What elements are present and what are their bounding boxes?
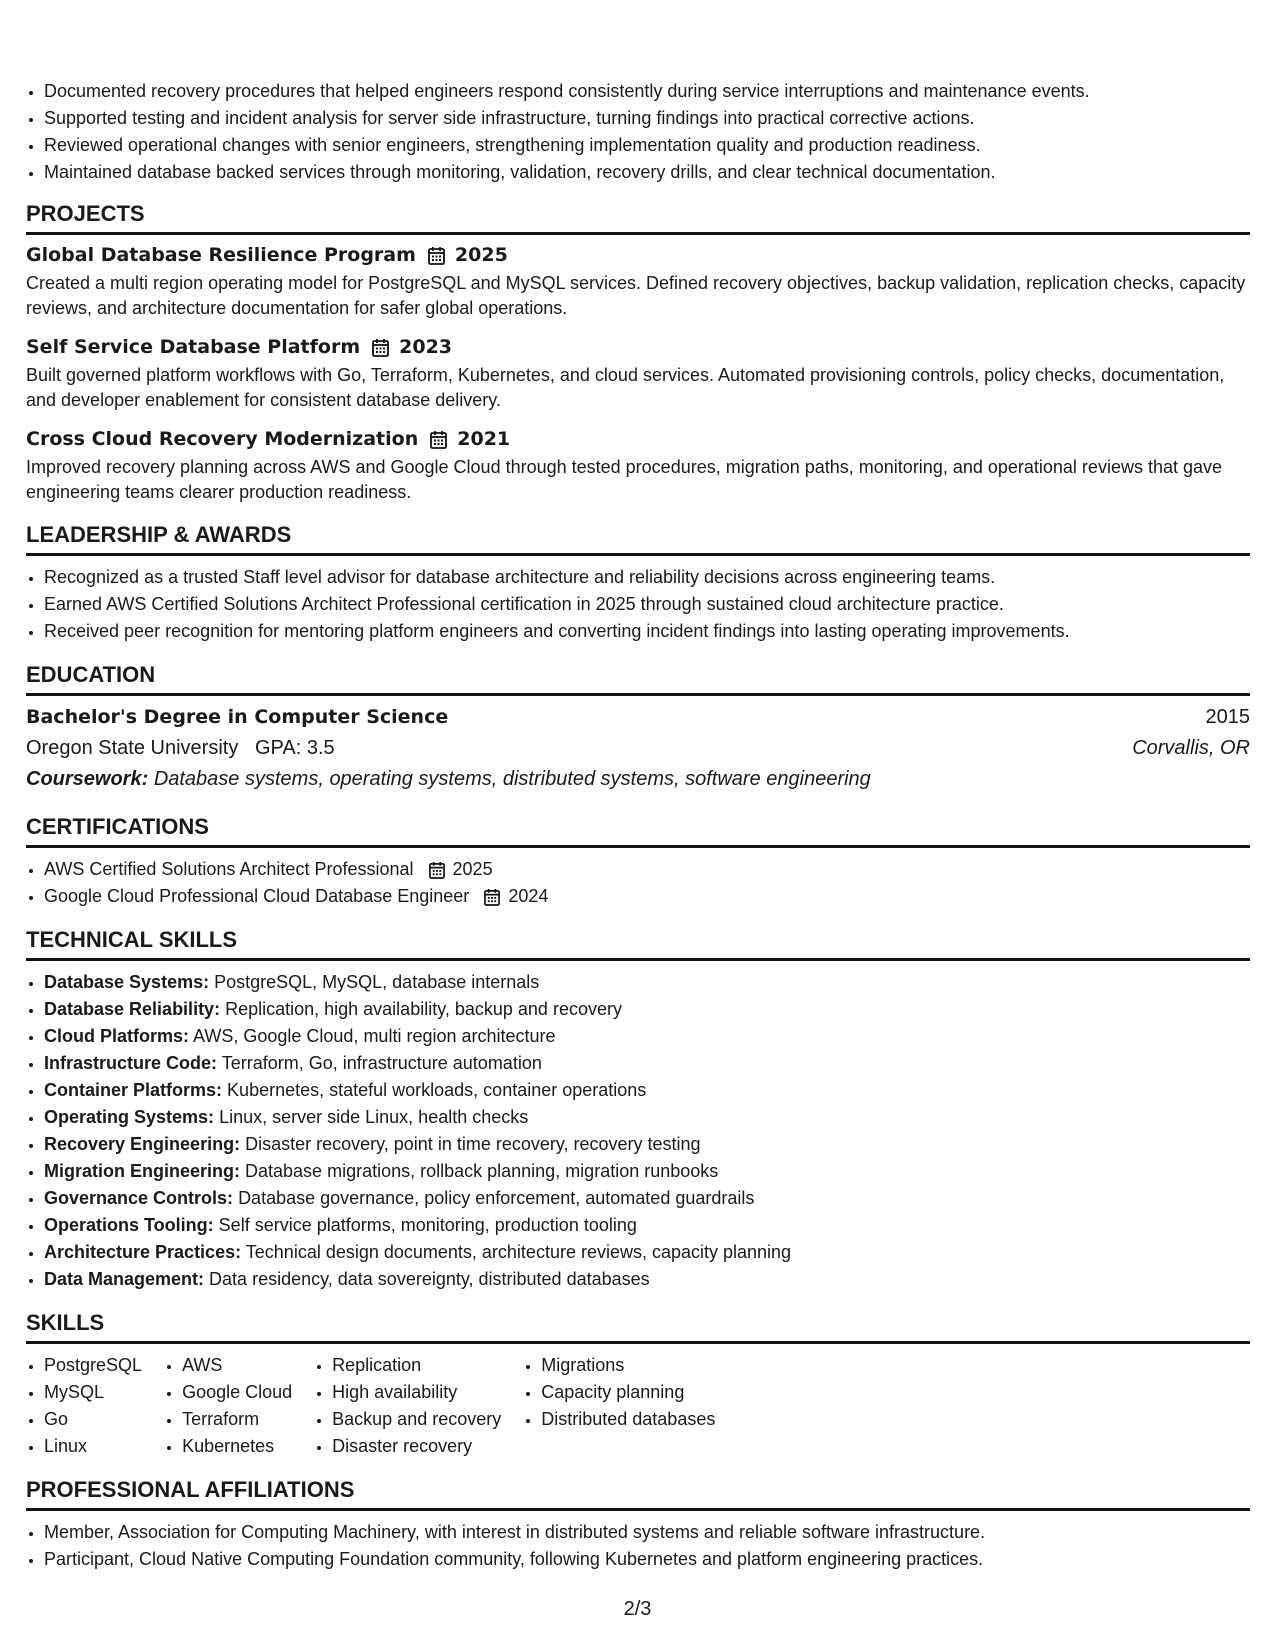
project-description: Built governed platform workflows with Go, Terraform, Kubernetes, and cloud services. Automated provisioning controls, policy checks, documentation, and developer enablement for consistent database delivery. [26,365,1225,410]
skills-column [26,1352,142,1460]
skill-item: • Backup and recovery [332,1406,501,1433]
skills-columns [26,1352,1250,1460]
skill-values: Database migrations, rollback planning, migration runbooks [245,1161,719,1181]
technical-skill-item [44,1239,1250,1266]
section-heading: TECHNICAL SKILLS [26,926,1250,961]
technical-skill-item [44,969,1250,996]
leadership-section [26,521,1250,645]
list-item: • Supported testing and incident analysis for server side infrastructure, turning findings into practical corrective actions. [44,105,1250,132]
skills-column [164,1352,292,1460]
education-section [26,661,1250,795]
section-heading: LEADERSHIP & AWARDS [26,521,1250,556]
skill-values: PostgreSQL, MySQL, database internals [214,972,540,992]
skill-values: Disaster recovery, point in time recovery, recovery testing [245,1134,701,1154]
skill-item: • Distributed databases [541,1406,715,1433]
section-heading: SKILLS [26,1309,1250,1344]
skill-item: • AWS [182,1352,292,1379]
affiliations-section [26,1476,1250,1573]
technical-skill-item [44,1158,1250,1185]
technical-skill-item [44,1185,1250,1212]
skill-category: Architecture Practices: [44,1242,242,1262]
skill-category: Migration Engineering: [44,1161,240,1181]
list-item: • Participant, Cloud Native Computing Foundation community, following Kubernetes and platform engineering practices. [44,1546,1250,1573]
skill-values: AWS, Google Cloud, multi region architecture [193,1026,556,1046]
technical-skill-item [44,1050,1250,1077]
page-number: 2/3 [623,1598,652,1620]
technical-skills-list [26,969,1250,1293]
projects-section [26,200,1250,505]
skills-section [26,1309,1250,1460]
project-title: Self Service Database Platform [26,336,361,358]
calendar-icon [429,861,445,879]
calendar-icon [484,888,500,906]
list-item: • Received peer recognition for mentoring platform engineers and converting incident findings into lasting operating improvements. [44,618,1250,645]
skill-values: Linux, server side Linux, health checks [219,1107,529,1127]
project-title: Cross Cloud Recovery Modernization [26,428,419,450]
skill-category: Recovery Engineering: [44,1134,241,1154]
skill-category: Cloud Platforms: [44,1026,190,1046]
skill-item: • Migrations [541,1352,715,1379]
list-item: • Documented recovery procedures that helped engineers respond consistently during service interruptions and maintenance events. [44,78,1250,105]
technical-skills-section [26,926,1250,1293]
technical-skill-item [44,1212,1250,1239]
project-item [26,333,1250,413]
skill-category: Governance Controls: [44,1188,234,1208]
skill-category: Infrastructure Code: [44,1053,218,1073]
graduation-year: 2015 [1205,706,1250,728]
list-item: • Member, Association for Computing Machinery, with interest in distributed systems and reliable software infrastructure. [44,1519,1250,1546]
skill-category: Database Reliability: [44,999,221,1019]
skill-item: • Replication [332,1352,501,1379]
skill-item: • MySQL [44,1379,142,1406]
degree-title: Bachelor's Degree in Computer Science [26,706,449,728]
skill-values: Database governance, policy enforcement, automated guardrails [238,1188,755,1208]
school-name: Oregon State University [26,737,239,759]
calendar-icon [430,430,447,449]
section-heading: EDUCATION [26,661,1250,696]
project-year: 2021 [457,428,511,450]
calendar-icon [428,246,445,265]
skill-category: Operations Tooling: [44,1215,214,1235]
skill-item: • Capacity planning [541,1379,715,1406]
skill-values: Replication, high availability, backup and recovery [225,999,622,1019]
skill-category: Database Systems: [44,972,210,992]
skill-item: • Google Cloud [182,1379,292,1406]
skill-item: • Kubernetes [182,1433,292,1460]
skill-category: Data Management: [44,1269,205,1289]
project-description: Created a multi region operating model for PostgreSQL and MySQL services. Defined recovery objectives, backup validation, replication checks, capacity reviews, and architecture documentation for safer global operations. [26,273,1246,318]
gpa: GPA: 3.5 [255,737,335,759]
skill-values: Data residency, data sovereignty, distributed databases [209,1269,650,1289]
project-item [26,241,1250,321]
resume-page [26,78,1250,1573]
list-item: • Reviewed operational changes with senior engineers, strengthening implementation quality and production readiness. [44,132,1250,159]
list-item [44,856,1250,883]
skill-item: • Terraform [182,1406,292,1433]
project-year: 2023 [399,336,453,358]
skill-item: • PostgreSQL [44,1352,142,1379]
certification-name: Google Cloud Professional Cloud Database Engineer [44,886,470,906]
certifications-section [26,813,1250,910]
technical-skill-item [44,1077,1250,1104]
skills-column [314,1352,501,1460]
list-item [44,883,1250,910]
skill-category: Container Platforms: [44,1080,223,1100]
project-item [26,425,1250,505]
technical-skill-item [44,1023,1250,1050]
section-heading: PROFESSIONAL AFFILIATIONS [26,1476,1250,1511]
skill-values: Kubernetes, stateful workloads, container operations [227,1080,647,1100]
skill-item: • High availability [332,1379,501,1406]
project-title: Global Database Resilience Program [26,244,416,266]
skill-values: Terraform, Go, infrastructure automation [221,1053,542,1073]
list-item: • Maintained database backed services through monitoring, validation, recovery drills, and clear technical documentation. [44,159,1250,186]
coursework: Database systems, operating systems, distributed systems, software engineering [153,768,871,790]
skill-category: Operating Systems: [44,1107,215,1127]
skill-item: • Disaster recovery [332,1433,501,1460]
certification-year: 2024 [508,886,549,906]
list-item: • Recognized as a trusted Staff level advisor for database architecture and reliability decisions across engineering teams. [44,564,1250,591]
project-year: 2025 [454,244,508,266]
skill-item: • Go [44,1406,142,1433]
certification-name: AWS Certified Solutions Architect Professional [44,859,414,879]
technical-skill-item [44,996,1250,1023]
section-heading: CERTIFICATIONS [26,813,1250,848]
skills-column [523,1352,715,1460]
skill-item: • Linux [44,1433,142,1460]
skill-values: Technical design documents, architecture reviews, capacity planning [245,1242,792,1262]
technical-skill-item [44,1266,1250,1293]
calendar-icon [372,338,389,357]
technical-skill-item [44,1131,1250,1158]
technical-skill-item [44,1104,1250,1131]
coursework-label: Coursework: [26,768,149,790]
skill-values: Self service platforms, monitoring, production tooling [218,1215,637,1235]
certification-year: 2025 [452,859,493,879]
list-item: • Earned AWS Certified Solutions Architect Professional certification in 2025 through sustained cloud architecture practice. [44,591,1250,618]
section-heading: PROJECTS [26,200,1250,235]
experience-bullets [26,78,1250,186]
project-description: Improved recovery planning across AWS and Google Cloud through tested procedures, migration paths, monitoring, and operational reviews that gave engineering teams clearer production readiness. [26,457,1223,502]
school-location: Corvallis, OR [1132,737,1250,759]
